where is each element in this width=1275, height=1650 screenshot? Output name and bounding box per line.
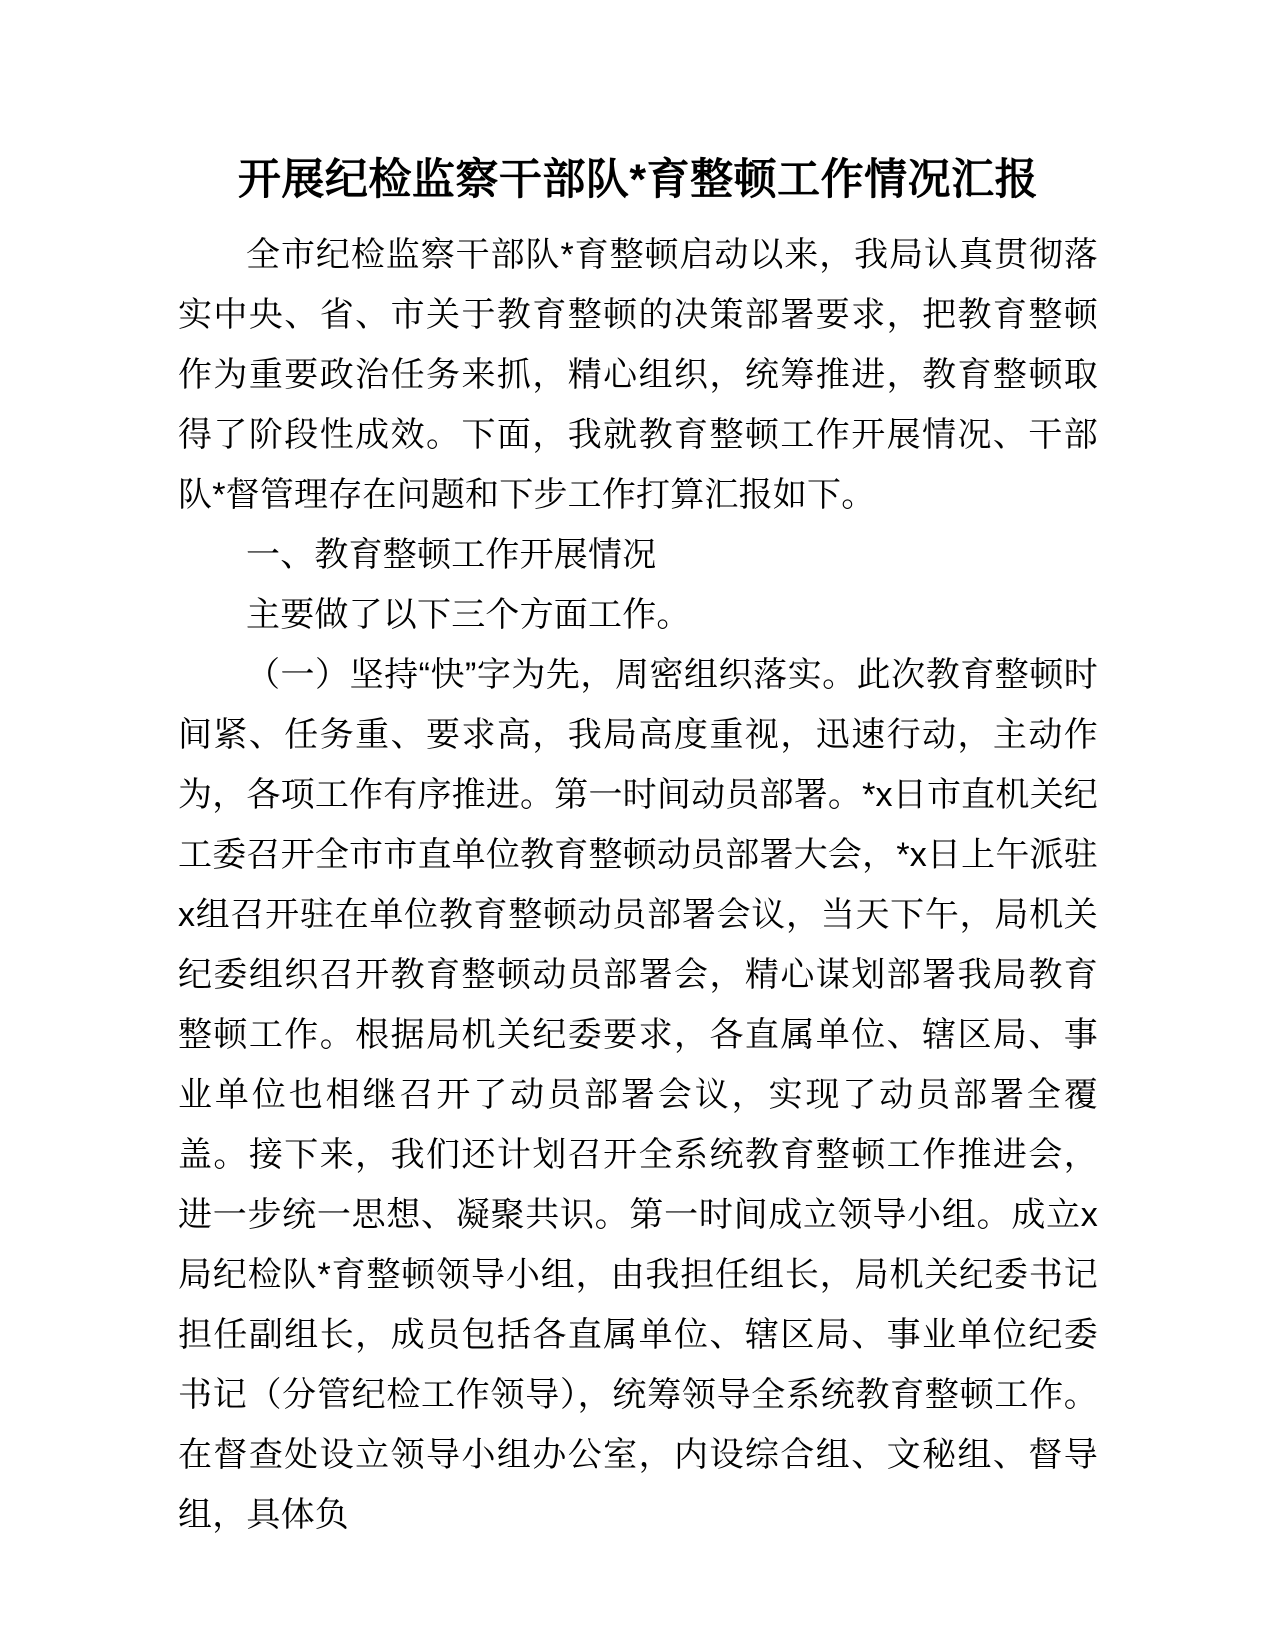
paragraph-subsection-1: （一）坚持“快”字为先，周密组织落实。此次教育整顿时间紧、任务重、要求高，我局高度重视，迅速行动，主动作为，各项工作有序推进。第一时间动员部署。*x日市直机关纪工委召开全市市直单位教育整顿动员部署大会，*x日上午派驻x组召开驻在单位教育整顿动员部署会议，当天下午，局机关纪委组织召开教育整顿动员部署会，精心谋划部署我局教育整顿工作。根据局机关纪委要求，各直属单位、辖区局、事业单位也相继召开了动员部署会议，实现了动员部署全覆盖。接下来，我们还计划召开全系统教育整顿工作推进会，进一步统一思想、凝聚共识。第一时间成立领导小组。成立x局纪检队*育整顿领导小组，由我担任组长，局机关纪委书记担任副组长，成员包括各直属单位、辖区局、事业单位纪委书记（分管纪检工作领导），统筹领导全系统教育整顿工作。在督查处设立领导小组办公室，内设综合组、文秘组、督导组，具体负 [178, 656, 1098, 1534]
document-title: 开展纪检监察干部队*育整顿工作情况汇报 [237, 156, 1039, 204]
paragraph-lead: 主要做了以下三个方面工作。 [246, 596, 691, 634]
document-content [178, 145, 1098, 1545]
section-heading-1: 一、教育整顿工作开展情况 [246, 536, 657, 574]
paragraph-intro: 全市纪检监察干部队*育整顿启动以来，我局认真贯彻落实中央、省、市关于教育整顿的决策部署要求，把教育整顿作为重要政治任务来抓，精心组织，统筹推进，教育整顿取得了阶段性成效。下面，我就教育整顿工作开展情况、干部队*督管理存在问题和下步工作打算汇报如下。 [178, 236, 1098, 514]
